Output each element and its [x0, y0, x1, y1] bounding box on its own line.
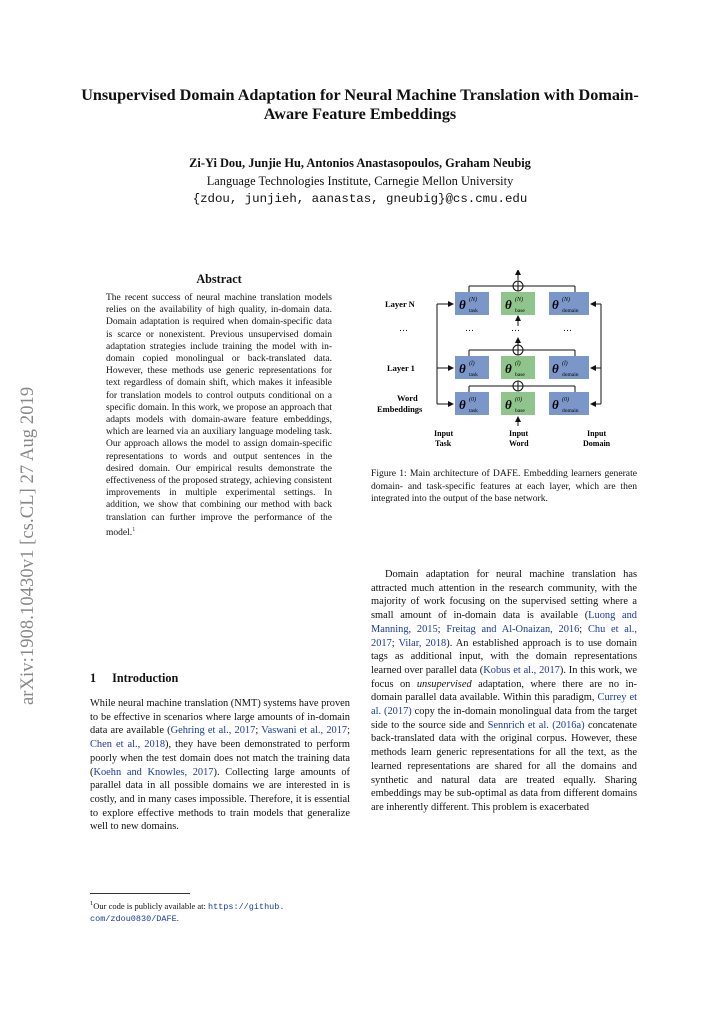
input-domain-label: Input [587, 429, 607, 438]
svg-text:Embeddings: Embeddings [377, 404, 423, 414]
abstract-text: The recent success of neural machine translation models relies on the availability of high quality, in-domain data. Domain adaptation is required when domain-specific data is scarce or nonexistent. Previous unsupervised domain adaptation strategies include training the model with in-domain copied monolingual or back-translated data. However, these methods use generic representations for text regardless of domain shift, which makes it infeasible for translation models to control outputs conditional on a specific domain. In this work, we propose an approach that adapts models with domain-aware feature embeddings, which are learned via an auxiliary language modeling task. Our approach allows the model to assign domain-specific representations to words and output sentences in the desired domain. Our empirical results demonstrate the effectiveness of the proposed strategy, achieving consistent improvements in multiple experimental settings. In addition, we show that combining our method with back translation can further improve the performance of the model. [106, 293, 332, 539]
svg-text:base: base [515, 372, 525, 378]
svg-text:θ: θ [459, 361, 466, 376]
svg-text:domain: domain [562, 308, 579, 314]
svg-text:Task: Task [435, 439, 452, 448]
citation-link[interactable]: Vaswani et al., 2017 [261, 725, 348, 737]
svg-text:θ: θ [505, 397, 512, 412]
affiliation: Language Technologies Institute, Carnegie Mellon University [206, 174, 514, 188]
svg-text:domain: domain [562, 408, 579, 414]
svg-text:θ: θ [505, 297, 512, 312]
text-run: While neural machine translation (NMT) systems have proven to be effective in scenarios where large amounts of in-domain data are available ( [90, 698, 350, 737]
citation-link[interactable]: Chu et al., 2017 [371, 623, 637, 649]
architecture-figure [371, 270, 637, 456]
input-task-label: Input [434, 429, 454, 438]
abstract-heading: Abstract [196, 272, 242, 286]
svg-text:θ: θ [552, 361, 559, 376]
svg-text:base: base [515, 308, 525, 314]
figure-caption: Figure 1: Main architecture of DAFE. Embedding learners generate domain- and task-specific features at each layer, which are then integrated into the output of the base network. [371, 468, 637, 505]
footnote-rule [90, 893, 190, 894]
citation-link[interactable]: Chen et al., 2018 [90, 739, 166, 751]
svg-text:θ: θ [459, 297, 466, 312]
citation-link[interactable]: Sennrich et al. (2016a) [487, 719, 585, 731]
text-run: ). Collecting large amounts of parallel data in all possible domains we are interested in is costly, and in many cases impossible. Therefore, it is essential to explore effective methods to train models that generalize well to new domains. [90, 766, 350, 833]
emphasis: unsupervised [416, 678, 472, 690]
svg-text:(l): (l) [469, 361, 475, 367]
svg-text:Word: Word [509, 439, 529, 448]
svg-text:task: task [469, 372, 478, 378]
body-paragraph: Domain adaptation for neural machine translation has attracted much attention in the research community, with the majority of work focusing on the supervised setting where a small amount of in-domain data is available (Luong and Manning, 2015; Freitag and Al-Onaizan, 2016; Chu et al., 2017; Vilar, 2018). An established approach is to use domain tags as additional input, with the domain representations learned over parallel data (Kobus et al., 2017). In this work, we focus on unsupervised adaptation, where there are no in-domain parallel data available. Within this paradigm, Currey et al. (2017) copy the in-domain monolingual data from the target side to the source side and Sennrich et al. (2016a) concatenate back-translated data with the original corpus. However, these methods learn generic representations for all the text, as the learned representations are shared for all the domains and synthetic and natural data are treated equally. Sharing embeddings may be sub-optimal as data from different domains are inherently different. This problem is exacerbated [371, 569, 638, 813]
text-run: copy the in-domain monolingual data from the target side to the source side and [371, 706, 637, 731]
text-run: Domain adaptation for neural machine translation has attracted much attention in the research community, with the majority of work focusing on the supervised setting where a small amount of in-domain data is available ( [371, 569, 637, 622]
svg-text:(0): (0) [562, 397, 569, 403]
citation-link[interactable]: Luong and Manning, 2015 [371, 610, 638, 635]
citation-link[interactable]: Freitag and Al-Onaizan, 2016 [446, 623, 580, 635]
section-number: 1 [90, 671, 97, 685]
svg-text:…: … [563, 323, 572, 333]
svg-text:…: … [399, 323, 408, 333]
text-run: concatenate back-translated data with the original corpus. However, these methods learn generic representations for all the text, as the learned representations are shared for all the domains and synthetic and natural data are treated equally. Sharing embeddings may be sub-optimal as data from different domains are inherently different. This problem is exacerbated [371, 719, 637, 813]
svg-text:(l): (l) [562, 361, 568, 367]
svg-text:θ: θ [552, 397, 559, 412]
layer-l-label: Layer 1 [387, 363, 415, 373]
text-run: ). In this work, we focus on [371, 664, 638, 690]
svg-text:(N): (N) [562, 297, 570, 303]
svg-text:task: task [469, 408, 478, 414]
author-list: Zi-Yi Dou, Junjie Hu, Antonios Anastasopoulos, Graham Neubig [189, 156, 531, 170]
word-embeddings-label: Word [397, 393, 418, 403]
text-run: ). An established approach is to use domain tags as additional input, with the domain representations learned over parallel data ( [371, 637, 637, 676]
text-run: adaptation, where there are no in-domain parallel data available. Within this paradigm, [371, 678, 638, 704]
svg-text:task: task [469, 308, 478, 314]
citation-link[interactable]: Koehn and Knowles, 2017 [93, 766, 214, 778]
text-run: ), they have been demonstrated to perform poorly when the test domain does not match the training data ( [90, 739, 350, 778]
svg-text:(N): (N) [469, 297, 477, 303]
citation-link[interactable]: Vilar, 2018 [398, 637, 447, 649]
section-title: Introduction [112, 671, 179, 685]
footnote-period: . [176, 912, 179, 923]
svg-text:θ: θ [459, 397, 466, 412]
url-part: https://github. [207, 901, 285, 912]
citation-link[interactable]: Kobus et al., 2017 [483, 664, 560, 676]
paper-title: Unsupervised Domain Adaptation for Neural Machine Translation with Domain-Aware Feature Embeddings [81, 86, 639, 123]
svg-text:…: … [465, 323, 474, 333]
svg-text:Domain: Domain [583, 439, 611, 448]
svg-text:domain: domain [562, 372, 579, 378]
footnote-text: Our code is publicly available at: [93, 900, 208, 911]
footnote-mark: 1 [90, 900, 94, 907]
citation-link[interactable]: Gehring et al., 2017 [170, 725, 256, 737]
svg-text:base: base [515, 408, 525, 414]
author-emails: {zdou, junjieh, aanastas, gneubig}@cs.cmu.edu [192, 192, 528, 206]
svg-text:θ: θ [552, 297, 559, 312]
svg-text:(0): (0) [469, 397, 476, 403]
footnote [90, 898, 352, 925]
footnote-ref[interactable]: 1 [132, 525, 136, 533]
citation-link[interactable]: Currey et al. (2017) [371, 692, 638, 718]
input-word-label: Input [509, 429, 529, 438]
svg-text:(l): (l) [515, 361, 521, 367]
introduction-paragraph: While neural machine translation (NMT) systems have proven to be effective in scenarios where large amounts of in-domain data are available (Gehring et al., 2017; Vaswani et al., 2017; Chen et al., 2018), they have been demonstrated to perform poorly when the test domain does not match the training data (Koehn and Knowles, 2017). Collecting large amounts of parallel data in all possible domains we are interested in is costly, and in many cases impossible. Therefore, it is essential to explore effective methods to train models that generalize well to new domains. [90, 698, 350, 833]
svg-text:…: … [511, 323, 520, 333]
svg-text:(N): (N) [515, 297, 523, 303]
abstract-body [106, 292, 332, 539]
svg-text:(0): (0) [515, 397, 522, 403]
svg-text:θ: θ [505, 361, 512, 376]
url-part: com/zdou0830/DAFE [90, 913, 177, 924]
section-heading-introduction [90, 671, 350, 686]
arxiv-stamp: arXiv:1908.10430v1 [cs.CL] 27 Aug 2019 [18, 386, 38, 705]
layer-n-label: Layer N [385, 299, 415, 309]
introduction-right-column [371, 568, 637, 815]
